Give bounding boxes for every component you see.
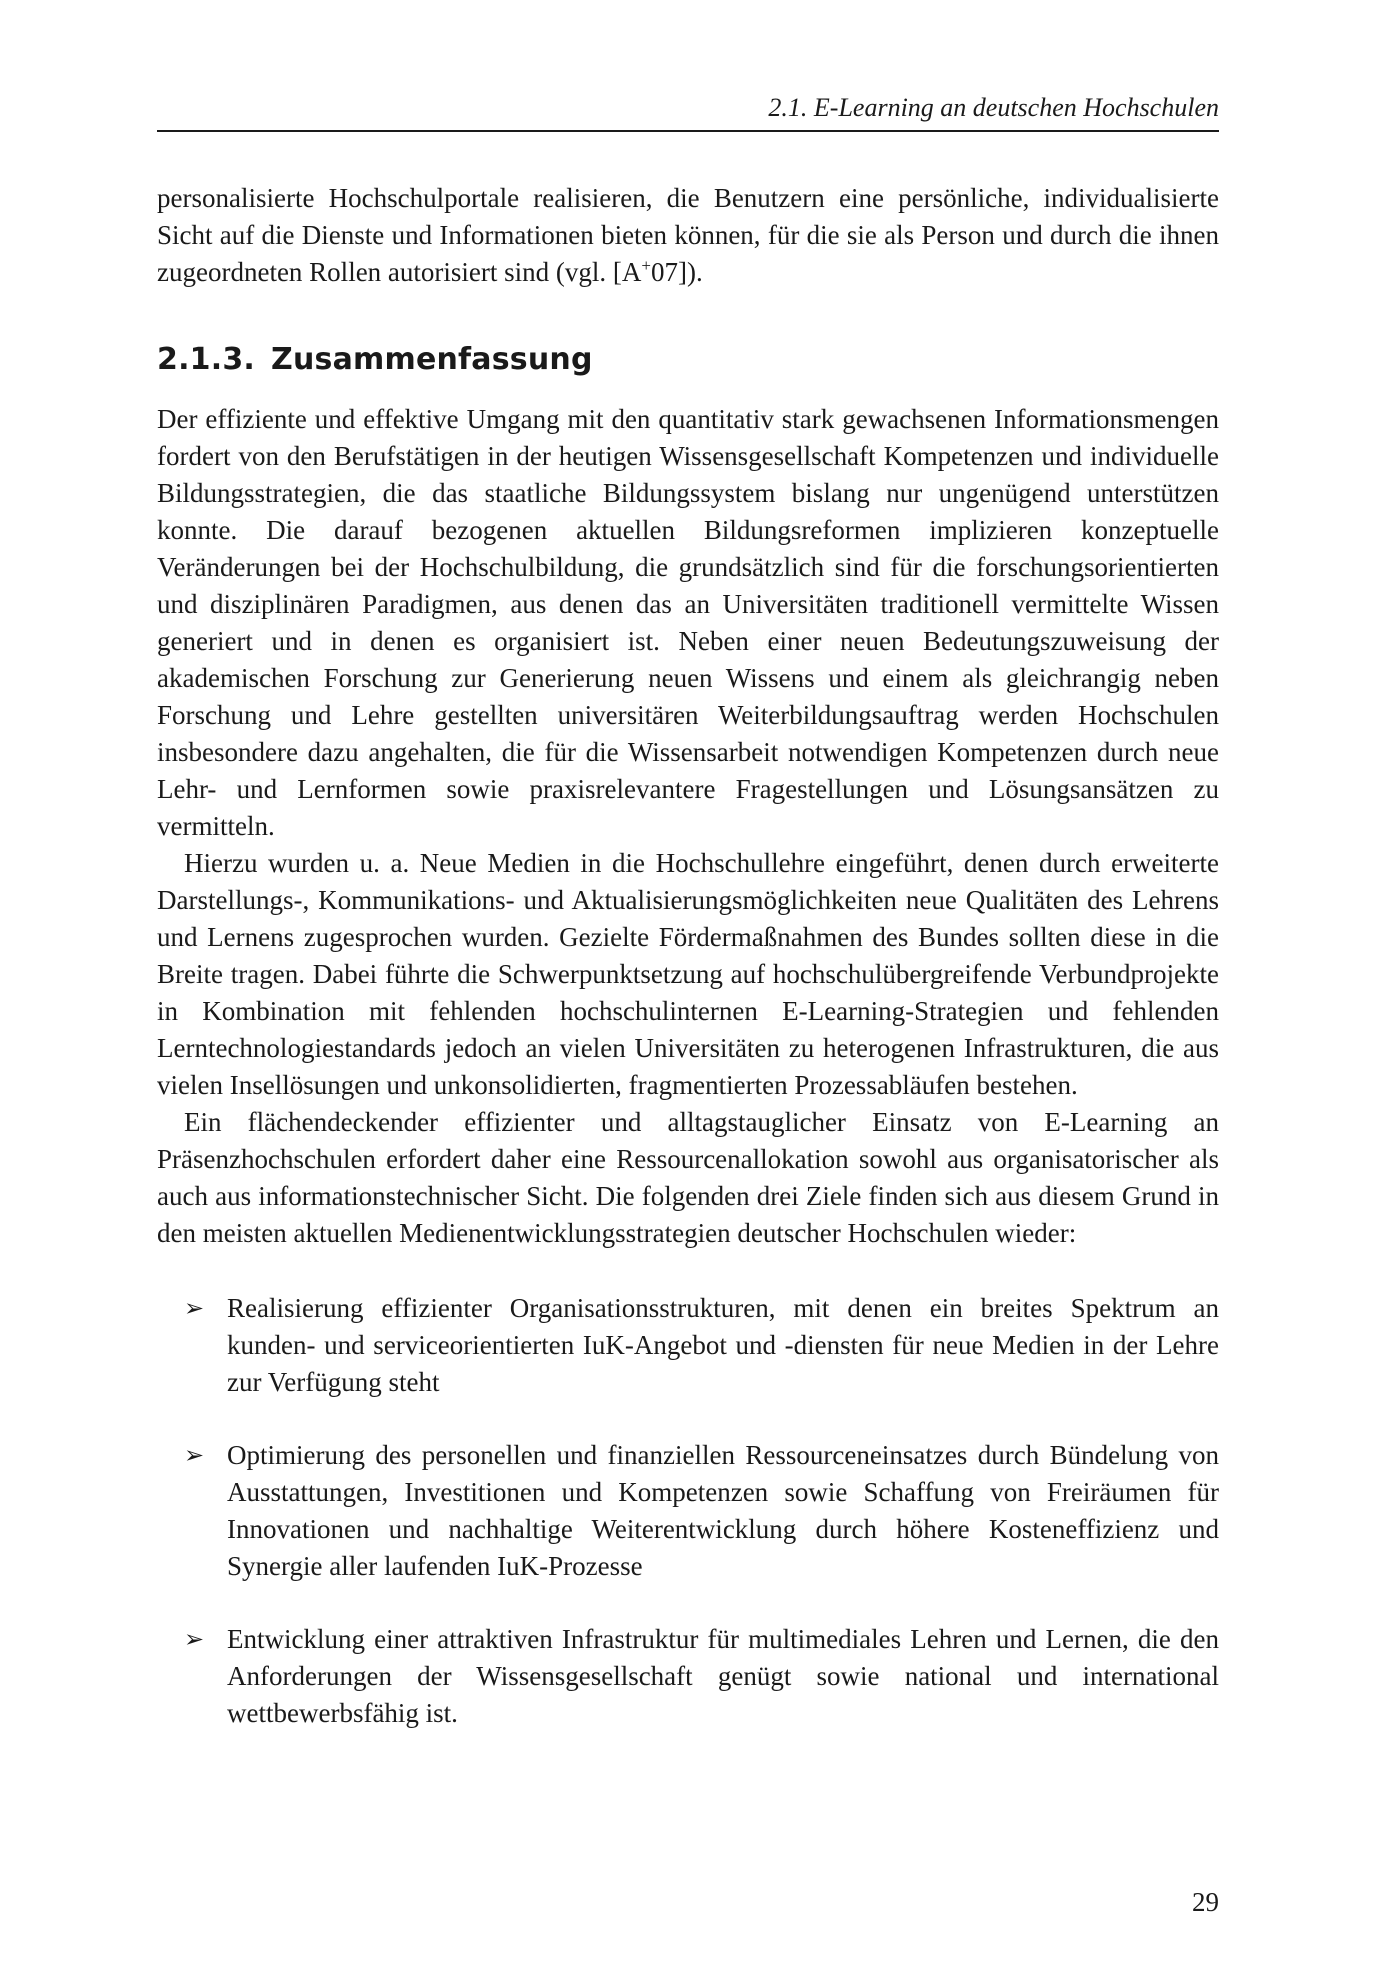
list-item-text: Optimierung des personellen und finanziellen Ressourceneinsatzes durch Bündelung von Ausstattungen, Investitionen und Kompetenzen sowie Schaffung von Freiräumen für Innovationen und nachhaltige Weiterentwicklung durch höhere Kosteneffizienz und Synergie aller laufenden IuK-Prozesse	[227, 1440, 1219, 1581]
document-page	[157, 0, 1219, 1969]
citation-superscript: +	[641, 256, 651, 275]
body-paragraph: Der effiziente und effektive Umgang mit den quantitativ stark gewachsenen Informationsmengen fordert von den Berufstätigen in der heutigen Wissensgesellschaft Kompetenzen und individuelle Bildungsstrategien, die das staatliche Bildungssystem bislang nur ungenügend unterstützen konnte. Die darauf bezogenen aktuellen Bildungsreformen implizieren konzeptuelle Veränderungen bei der Hochschulbildung, die grundsätzlich sind für die forschungsorientierten und disziplinären Paradigmen, aus denen das an Universitäten traditionell vermittelte Wissen generiert und in denen es organisiert ist. Neben einer neuen Bedeutungszuweisung der akademischen Forschung zur Generierung neuen Wissens und einem als gleichrangig neben Forschung und Lehre gestellten universitären Weiterbildungsauftrag werden Hochschulen insbesondere dazu angehalten, die für die Wissensarbeit notwendigen Kompetenzen durch neue Lehr- und Lernformen sowie praxisrelevantere Fragestellungen und Lösungsansätzen zu vermitteln.	[157, 404, 1219, 841]
list-item-text: Realisierung effizienter Organisationsstrukturen, mit denen ein breites Spektrum an kunden- und serviceorientierten IuK-Angebot und -diensten für neue Medien in der Lehre zur Verfügung steht	[227, 1293, 1219, 1397]
arrowhead-bullet-icon: ➢	[184, 1441, 205, 1469]
running-header: 2.1. E-Learning an deutschen Hochschulen	[768, 93, 1219, 122]
header-rule	[157, 130, 1219, 132]
list-item-text: Entwicklung einer attraktiven Infrastruktur für multimediales Lehren und Lernen, die den Anforderungen der Wissensgesellschaft genügt sowie national und international wettbewerbsfähig ist.	[227, 1624, 1219, 1728]
section-heading	[157, 341, 1219, 379]
page-number: 29	[1192, 1887, 1219, 1917]
list-item	[157, 1290, 1219, 1401]
body-paragraph: Ein flächendeckender effizienter und alltagstauglicher Einsatz von E-Learning an Präsenzhochschulen erfordert daher eine Ressourcenallokation sowohl aus organisatorischer als auch aus informationstechnischer Sicht. Die folgenden drei Ziele finden sich aus diesem Grund in den meisten aktuellen Medienentwicklungsstrategien deutscher Hochschulen wieder:	[157, 1107, 1219, 1248]
intro-paragraph	[157, 180, 1219, 291]
arrowhead-bullet-icon: ➢	[184, 1294, 205, 1322]
page-content	[157, 180, 1219, 1768]
arrowhead-bullet-icon: ➢	[184, 1625, 205, 1653]
list-item	[157, 1437, 1219, 1585]
section-number: 2.1.3.	[157, 342, 256, 377]
body-paragraph: Hierzu wurden u. a. Neue Medien in die Hochschullehre eingeführt, denen durch erweiterte Darstellungs-, Kommunikations- und Aktualisierungsmöglichkeiten neue Qualitäten des Lehrens und Lernens zugesprochen wurden. Gezielte Fördermaßnahmen des Bundes sollten diese in die Breite tragen. Dabei führte die Schwerpunktsetzung auf hochschulübergreifende Verbundprojekte in Kombination mit fehlenden hochschulinternen E-Learning-Strategien und fehlenden Lerntechnologiestandards jedoch an vielen Universitäten zu heterogenen Infrastrukturen, die aus vielen Insellösungen und unkonsolidierten, fragmentierten Prozessabläufen bestehen.	[157, 848, 1219, 1100]
section-title: Zusammenfassung	[271, 342, 593, 377]
intro-text: personalisierte Hochschulportale realisieren, die Benutzern eine persönliche, individualisierte Sicht auf die Dienste und Informationen bieten können, für die sie als Person und durch die ihnen zugeordneten Rollen autorisiert sind (vgl. [A	[157, 183, 1219, 287]
intro-text-end: 07]).	[650, 257, 703, 287]
goals-list	[157, 1290, 1219, 1732]
list-item	[157, 1621, 1219, 1732]
